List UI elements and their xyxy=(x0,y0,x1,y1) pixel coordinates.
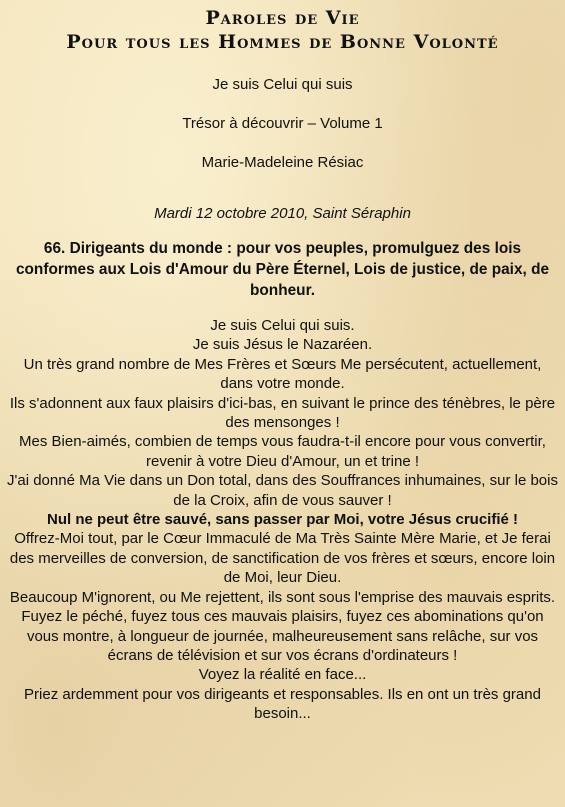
message-heading: 66. Dirigeants du monde : pour vos peuples, promulguez des lois conformes aux Lois d'Amour du Père Éternel, Lois de justice, de paix, de bonheur. xyxy=(15,240,550,299)
message-date: Mardi 12 octobre 2010, Saint Séraphin xyxy=(154,205,411,222)
page-title-line-1: Paroles de Vie xyxy=(205,7,360,29)
message-paragraph: Priez ardemment pour vos dirigeants et responsables. Ils en ont un très grand besoin... xyxy=(24,685,541,723)
message-paragraph: Je suis Jésus le Nazaréen. xyxy=(192,336,373,354)
message-paragraph: Beaucoup M'ignorent, ou Me rejettent, ils sont sous l'emprise des mauvais esprits. xyxy=(9,588,556,606)
message-paragraph: Je suis Celui qui suis. xyxy=(210,317,355,334)
page-title-line-2: Pour tous les Hommes de Bonne Volonté xyxy=(66,31,499,53)
message-paragraph: Offrez-Moi tout, par le Cœur Immaculé de Ma Très Sainte Mère Marie, et Je ferai des merveilles de conversion, de sanctification de vos frères et sœurs, encore loin de Moi, leur Dieu. xyxy=(9,530,556,587)
message-paragraph: Mes Bien-aimés, combien de temps vous faudra-t-il encore pour vous convertir, revenir à votre Dieu d'Amour, un et trine ! xyxy=(19,433,546,470)
message-paragraph: Un très grand nombre de Mes Frères et Sœurs Me persécutent, actuellement, dans votre monde. xyxy=(23,355,542,393)
author-name: Marie-Madeleine Résiac xyxy=(201,154,364,171)
subtitle: Je suis Celui qui suis xyxy=(212,76,353,93)
message-paragraph: Voyez la réalité en face... xyxy=(198,666,367,684)
volume-label: Trésor à découvrir – Volume 1 xyxy=(182,115,383,132)
message-paragraph: Ils s'adonnent aux faux plaisirs d'ici-bas, en suivant le prince des ténèbres, le père des mensonges ! xyxy=(9,394,556,432)
message-body xyxy=(6,316,559,724)
message-paragraph: J'ai donné Ma Vie dans un Don total, dans des Souffrances inhumaines, sur le bois de la Croix, afin de vous sauver ! xyxy=(7,472,558,509)
message-paragraph-emphasis: Nul ne peut être sauvé, sans passer par Moi, votre Jésus crucifié ! xyxy=(46,511,518,529)
message-paragraph: Fuyez le péché, fuyez tous ces mauvais plaisirs, fuyez ces abominations qu'on vous montre, à longueur de journée, malheureusement sans relâche, sur vos écrans de télévision et sur vos écrans d'ordinateurs ! xyxy=(21,608,544,664)
